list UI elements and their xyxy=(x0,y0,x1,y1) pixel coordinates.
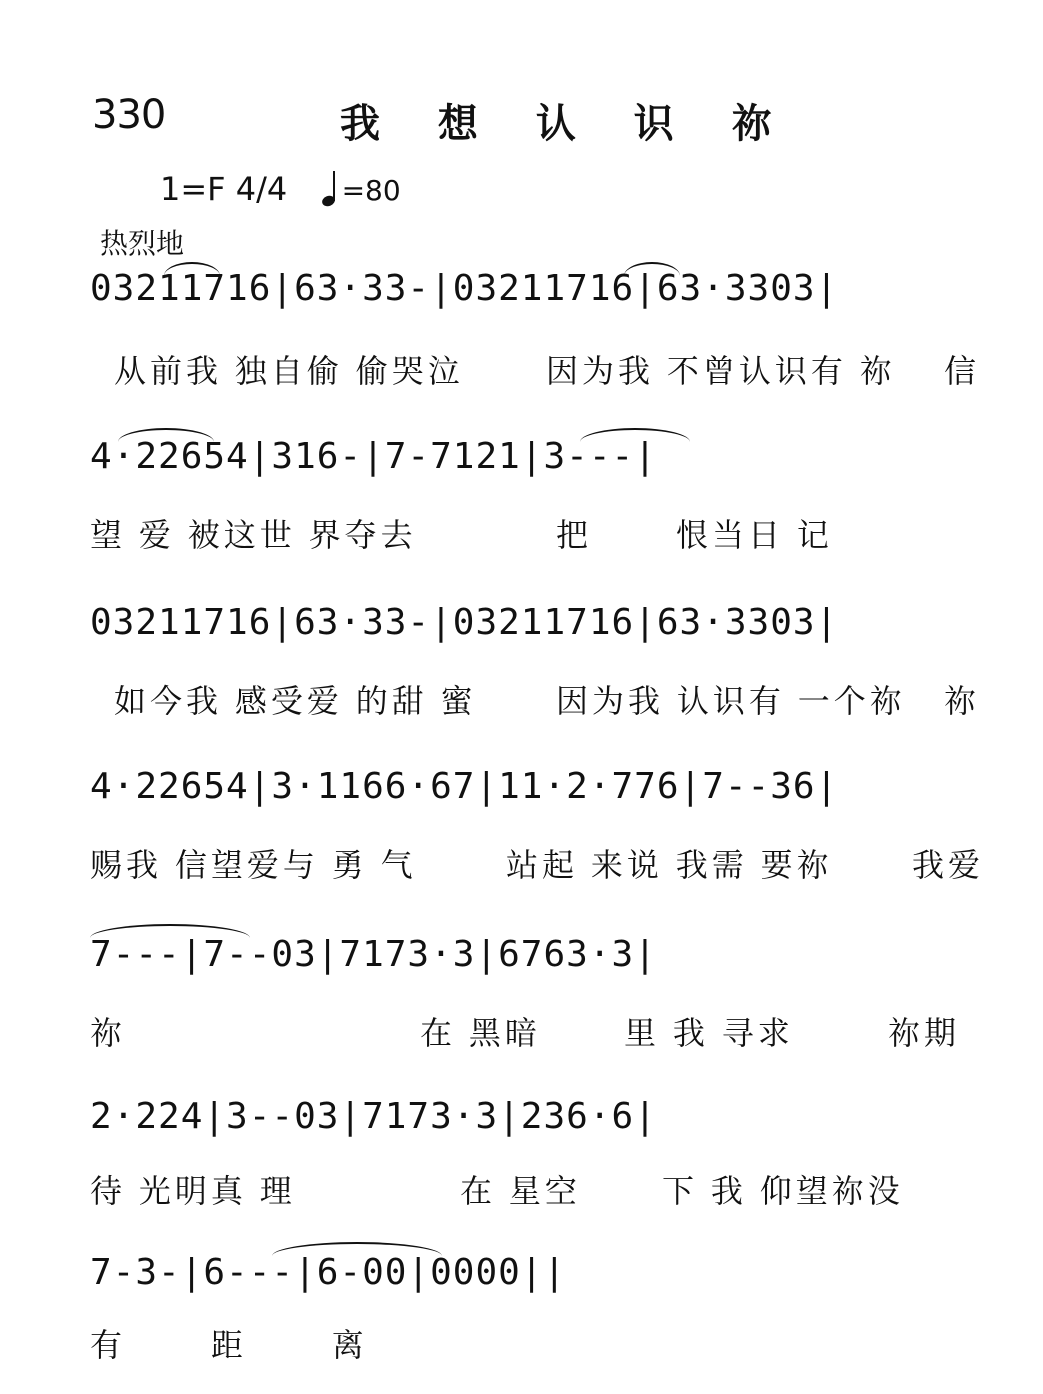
notation-line-3: 03211716|63·33-|03211716|63·3303| xyxy=(90,602,839,643)
notation-line-7: 7-3-|6---|6-00|0000|| xyxy=(90,1252,567,1293)
lyric-line-1-seg-2: 因为我 不曾认识有 祢 xyxy=(546,353,896,389)
slur-mark xyxy=(272,1242,442,1256)
lyric-line-2-seg-1: 望 爱 被这世 界夺去 xyxy=(90,517,417,553)
lyric-line-3-seg-2: 因为我 认识有 一个祢 xyxy=(556,683,906,719)
slur-mark xyxy=(90,924,250,938)
lyric-line-7-seg-1: 有 距 离 xyxy=(90,1327,404,1363)
lyric-line-5-seg-2: 在 黑暗 xyxy=(420,1015,541,1051)
lyric-line-2-seg-2: 把 xyxy=(556,517,593,553)
slur-mark xyxy=(164,262,220,276)
lyric-line-2-seg-3: 恨当日 记 xyxy=(676,517,833,553)
lyric-line-6-seg-2: 在 星空 xyxy=(460,1173,581,1209)
slur-mark xyxy=(580,428,690,442)
lyric-line-4-seg-3: 我爱 xyxy=(912,847,985,883)
lyric-line-3-seg-3: 祢 xyxy=(944,683,981,719)
key-time-signature: 1=F 4/4 xyxy=(160,170,288,208)
lyric-line-4-seg-1: 赐我 信望爱与 勇 气 xyxy=(90,847,417,883)
lyric-line-5-seg-1: 祢 xyxy=(90,1015,127,1051)
tempo-marking: =80 xyxy=(341,174,401,207)
lyric-line-1-seg-3: 信 xyxy=(944,353,981,389)
song-title: 我 想 认 识 祢 xyxy=(340,100,794,147)
quarter-note-icon xyxy=(322,172,340,206)
slur-mark xyxy=(624,262,680,276)
lyric-line-5-seg-3: 里 我 寻求 xyxy=(624,1015,794,1051)
notation-line-2: 4·22654|316-|7-7121|3---| xyxy=(90,436,657,477)
lyric-line-6-seg-3: 下 我 仰望祢没 xyxy=(662,1173,904,1209)
lyric-line-6-seg-1: 待 光明真 理 xyxy=(90,1173,296,1209)
notation-line-5: 7---|7--03|7173·3|6763·3| xyxy=(90,934,657,975)
lyric-line-1-seg-1: 从前我 独自偷 偷哭泣 xyxy=(114,353,464,389)
notation-line-1: 03211716|63·33-|03211716|63·3303| xyxy=(90,268,839,309)
expression-marking: 热烈地 xyxy=(100,227,185,260)
lyric-line-5-seg-4: 祢期 xyxy=(888,1015,961,1051)
notation-line-6: 2·224|3--03|7173·3|236·6| xyxy=(90,1096,657,1137)
key-time-tempo-line xyxy=(160,170,401,208)
lyric-line-3-seg-1: 如今我 感受爱 的甜 蜜 xyxy=(114,683,477,719)
page-number: 330 xyxy=(92,92,166,138)
notation-line-4: 4·22654|3·1166·67|11·2·776|7--36| xyxy=(90,766,839,807)
lyric-line-4-seg-2: 站起 来说 我需 要祢 xyxy=(506,847,833,883)
slur-mark xyxy=(118,428,214,442)
